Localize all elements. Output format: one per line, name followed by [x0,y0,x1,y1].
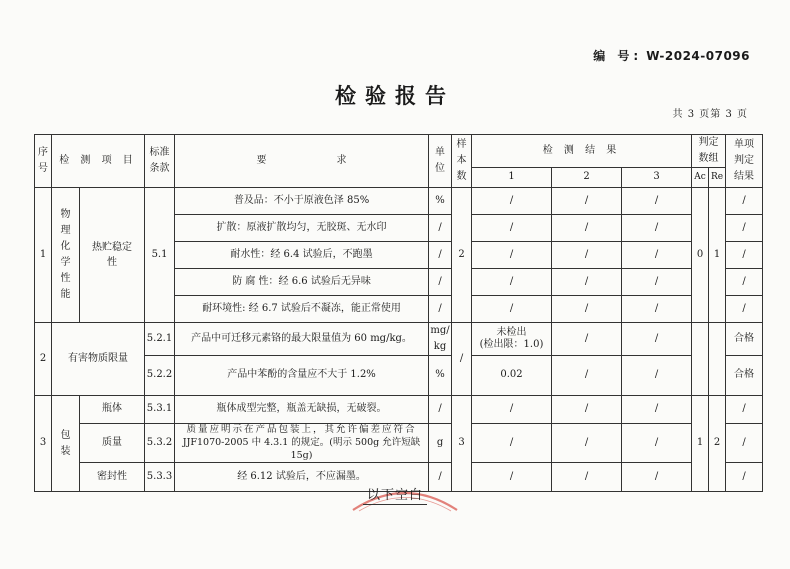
requirement-cell: 扩散：原液扩散均匀，无胶斑、无水印 [175,215,429,242]
header-requirement: 要 求 [175,135,429,188]
item-cell: 密封性 [80,463,145,492]
clause-cell: 5.3.3 [145,463,175,492]
result-1-cell: 0.02 [472,356,552,396]
unit-cell: / [429,242,452,269]
result-3-cell: / [622,215,692,242]
header-unit: 单位 [429,135,452,188]
header-item: 检 测 项 目 [52,135,145,188]
clause-cell: 5.2.1 [145,323,175,356]
result-1-cell: / [472,424,552,463]
result-2-cell: / [552,424,622,463]
group3-re: 2 [709,396,726,492]
group3-seq: 3 [35,396,52,492]
unit-cell: / [429,296,452,323]
unit-cell: mg/kg [429,323,452,356]
unit-cell: / [429,396,452,424]
result-3-cell: / [622,396,692,424]
result-3-cell: / [622,323,692,356]
unit-cell: / [429,215,452,242]
requirement-line2: JJF1070-2005 中 4.3.1 的规定。(明示 500g 允许短缺 15g) [182,436,421,461]
result-1-line2: (检出限：1.0) [479,339,544,350]
result-2-cell: / [552,356,622,396]
requirement-cell: 瓶体成型完整，瓶盖无缺损，无破裂。 [175,396,429,424]
table-header-row [35,135,763,168]
result-2-cell: / [552,396,622,424]
unit-cell: g [429,424,452,463]
table-row [35,323,763,356]
group2-seq: 2 [35,323,52,396]
requirement-line1: 质量应明示在产品包装上，其允许偏差应符合 [186,424,417,435]
result-2-cell: / [552,463,622,492]
inspection-table [34,134,763,492]
result-3-cell: / [622,242,692,269]
judge-cell: 合格 [726,356,763,396]
unit-cell: / [429,463,452,492]
header-clause: 标准条款 [145,135,175,188]
group1-item: 热贮稳定性 [80,188,145,323]
result-3-cell: / [622,296,692,323]
result-1-line1: 未检出 [496,326,527,338]
unit-cell: % [429,356,452,396]
requirement-cell: 普及品：不小于原液色泽 85% [175,188,429,215]
header-results: 检 测 结 果 [472,135,692,168]
group2-ac-empty [692,323,709,396]
result-1-cell: / [472,296,552,323]
result-3-cell: / [622,424,692,463]
result-2-cell: / [552,215,622,242]
result-3-cell: / [622,463,692,492]
item-cell: 瓶体 [80,396,145,424]
group3-sample-count: 3 [452,396,472,492]
result-1-cell: / [472,463,552,492]
result-2-cell: / [552,242,622,269]
result-3-cell: / [622,356,692,396]
header-result-2: 2 [552,168,622,188]
result-1-cell: / [472,215,552,242]
result-2-cell: / [552,188,622,215]
clause-cell: 5.2.2 [145,356,175,396]
result-2-cell: / [552,296,622,323]
item-cell: 质量 [80,424,145,463]
result-1-cell: / [472,396,552,424]
group1-ac: 0 [692,188,709,323]
unit-cell: / [429,269,452,296]
document-number [593,47,750,64]
document-number-value: W-2024-07096 [646,49,750,63]
result-1-cell [472,323,552,356]
header-re: Re [709,168,726,188]
header-sample-count: 样本数 [452,135,472,188]
table-row [35,356,763,396]
requirement-cell: 产品中苯酚的含量应不大于 1.2% [175,356,429,396]
judge-cell: / [726,215,763,242]
judge-cell: / [726,463,763,492]
header-result-3: 3 [622,168,692,188]
blank-below-text: 以下空白 [363,484,427,505]
result-3-cell: / [622,269,692,296]
requirement-cell: 产品中可迁移元素铬的最大限量值为 60 mg/kg。 [175,323,429,356]
requirement-cell: 防 腐 性：经 6.6 试验后无异味 [175,269,429,296]
result-2-cell: / [552,323,622,356]
header-result-1: 1 [472,168,552,188]
document-number-label: 编 号: [593,49,643,63]
requirement-cell: 经 6.12 试验后，不应漏墨。 [175,463,429,492]
group1-re: 1 [709,188,726,323]
requirement-cell: 耐水性：经 6.4 试验后，不跑墨 [175,242,429,269]
group1-sample-count: 2 [452,188,472,323]
table-row [35,424,763,463]
judge-cell: / [726,296,763,323]
judge-cell: / [726,242,763,269]
table-row [35,188,763,215]
clause-cell: 5.3.2 [145,424,175,463]
group1-category: 物理化学性能 [52,188,80,323]
judge-cell: / [726,424,763,463]
group1-clause: 5.1 [145,188,175,323]
requirement-cell: 耐环境性: 经 6.7 试验后不凝冻，能正常使用 [175,296,429,323]
judge-cell: 合格 [726,323,763,356]
result-1-cell: / [472,269,552,296]
group3-ac: 1 [692,396,709,492]
result-1-cell: / [472,242,552,269]
result-3-cell: / [622,188,692,215]
header-single-judge: 单项判定结果 [726,135,763,188]
judge-cell: / [726,188,763,215]
result-2-cell: / [552,269,622,296]
unit-cell: % [429,188,452,215]
header-seq: 序号 [35,135,52,188]
group2-item: 有害物质限量 [52,323,145,396]
table-row [35,396,763,424]
requirement-cell [175,424,429,463]
judge-cell: / [726,396,763,424]
page-title: 检验报告 [335,84,455,108]
header-judge-group: 判定数组 [692,135,726,168]
judge-cell: / [726,269,763,296]
end-marker [0,484,790,505]
group3-category: 包装 [52,396,80,492]
page-info: 共 3 页第 3 页 [672,109,748,120]
header-ac: Ac [692,168,709,188]
clause-cell: 5.3.1 [145,396,175,424]
group1-seq: 1 [35,188,52,323]
group2-re-empty [709,323,726,396]
group2-sample-count: / [452,323,472,396]
result-1-cell: / [472,188,552,215]
